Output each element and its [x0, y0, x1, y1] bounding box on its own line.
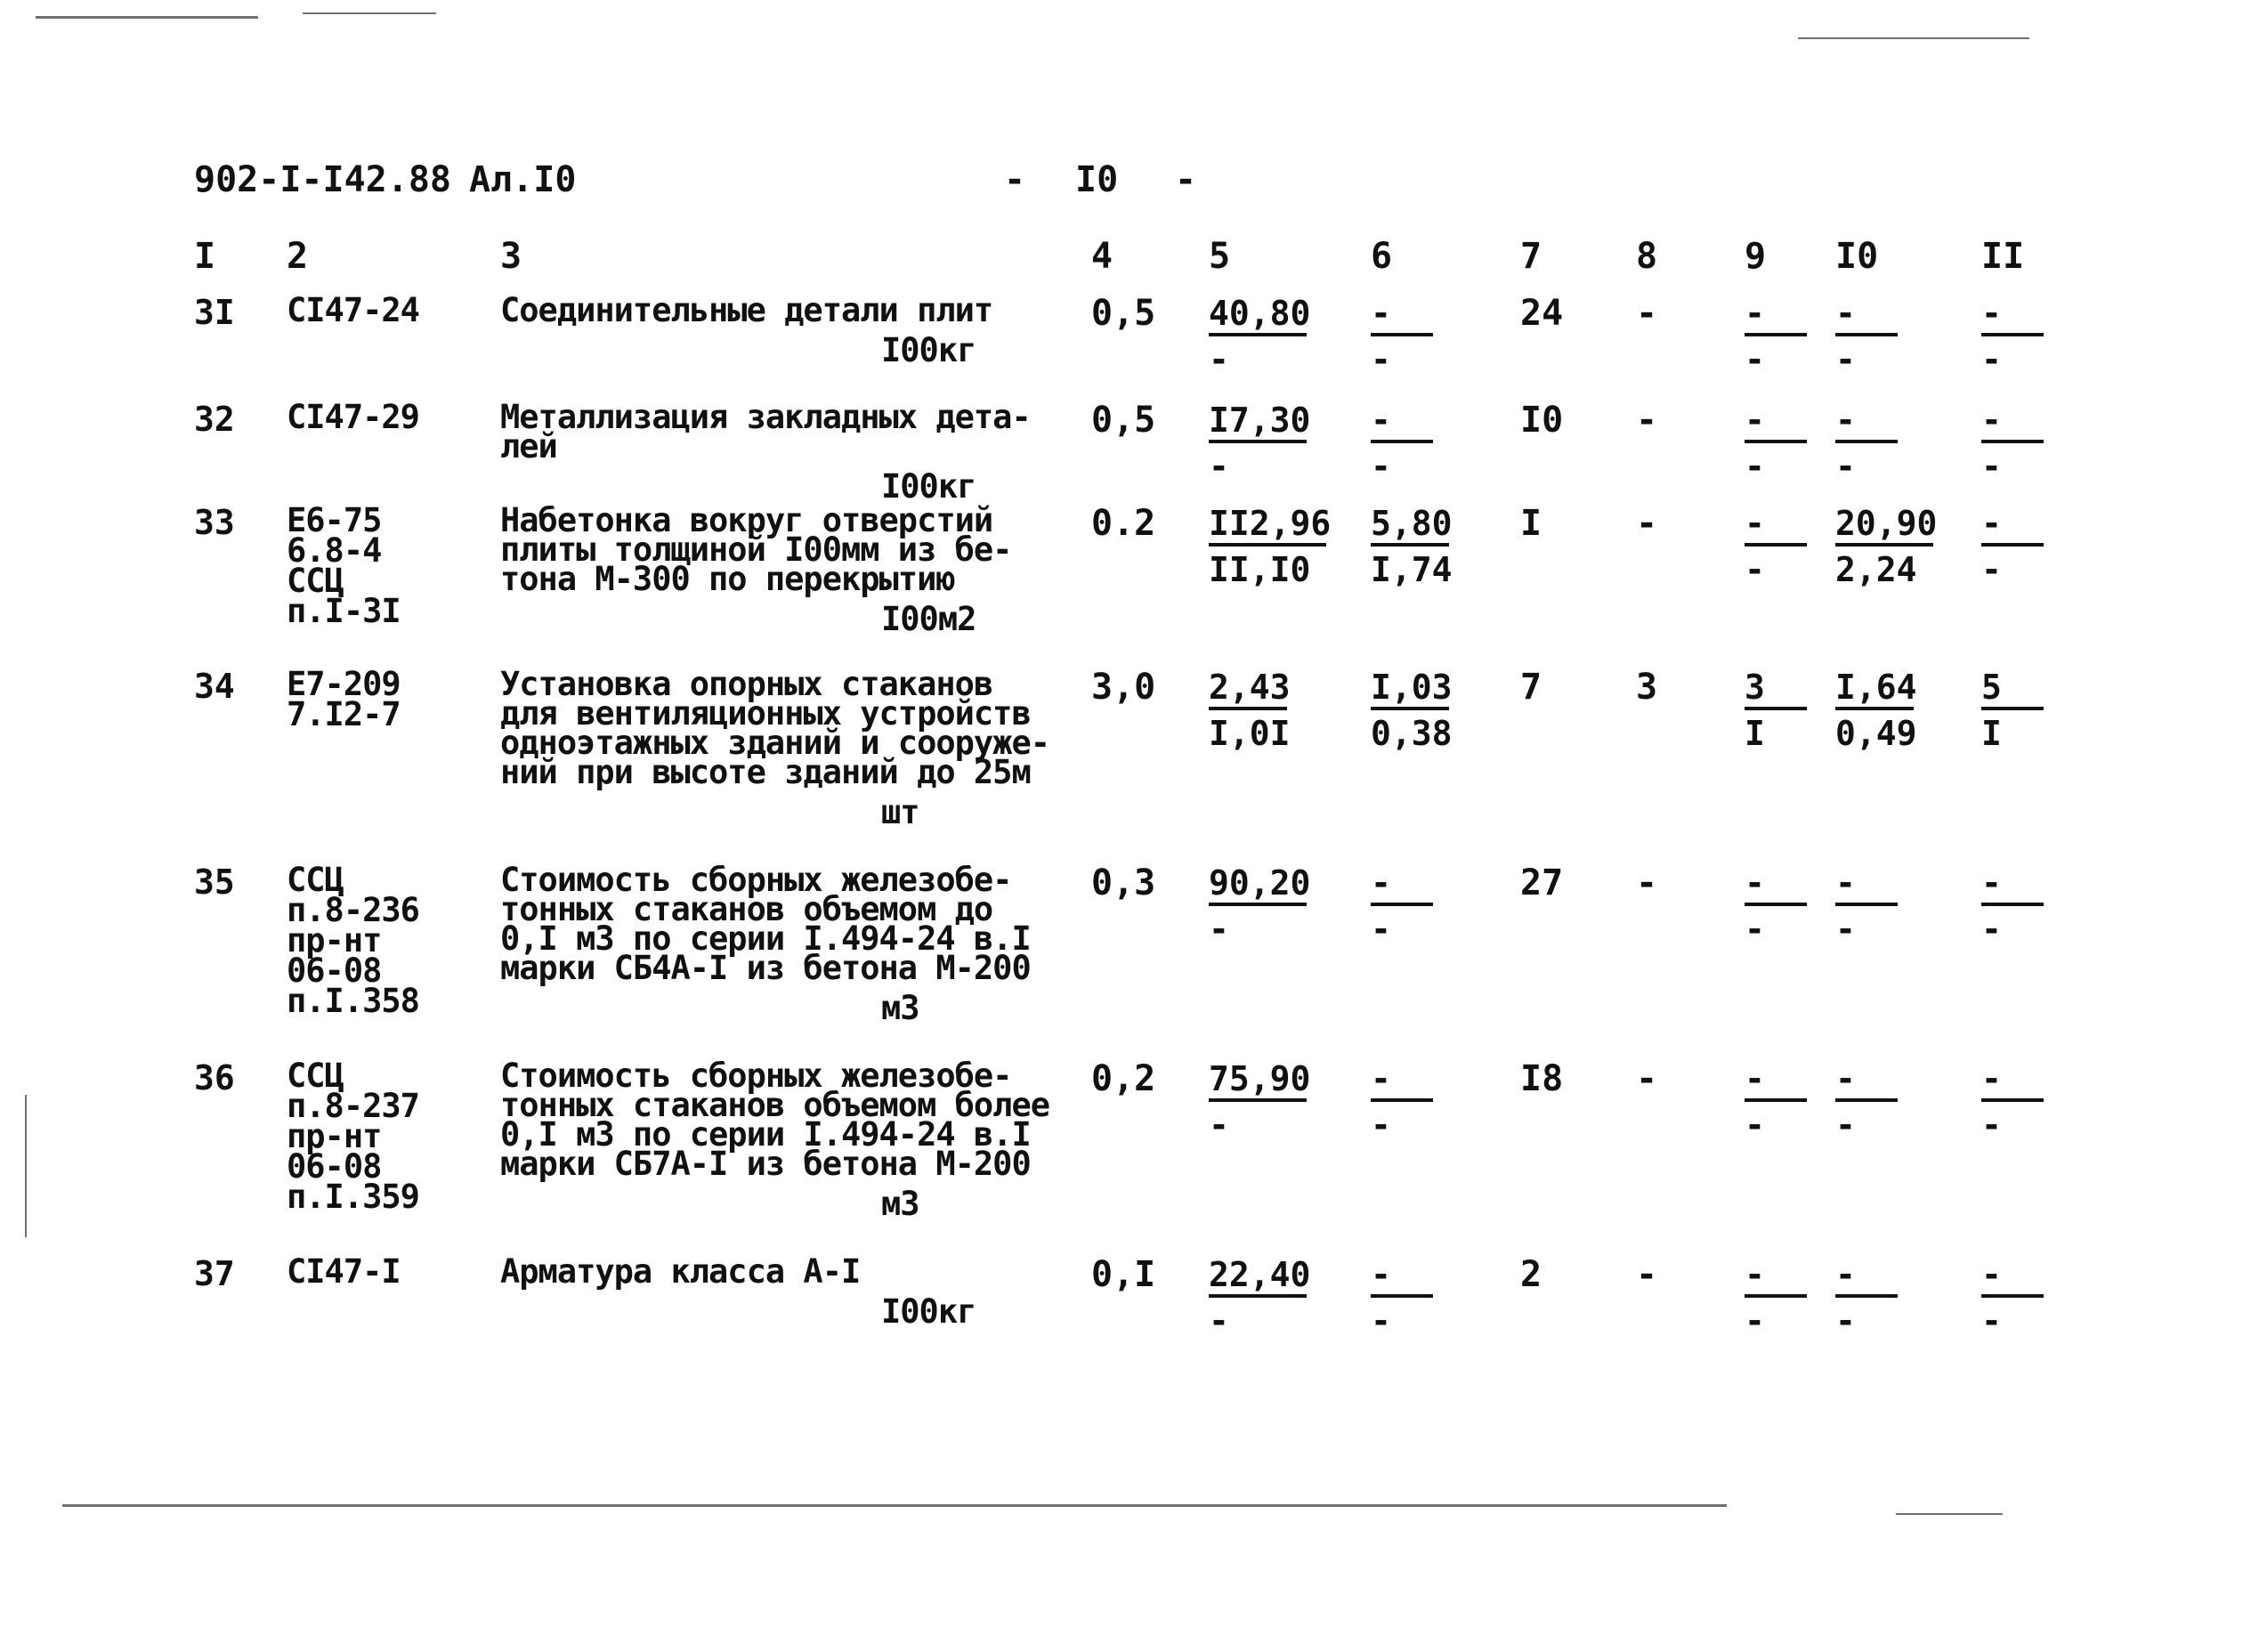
column-header-3: 3 [500, 236, 522, 277]
row-col10-top: I,64 [1835, 668, 1917, 707]
row-col8: - [1636, 1254, 1658, 1295]
row-number: 3I [194, 293, 235, 332]
row-col9-bottom: - [1745, 1105, 1765, 1145]
row-col10-bottom: - [1835, 447, 1856, 486]
row-cost-total [1209, 1061, 1310, 1143]
row-col9 [1745, 1061, 1807, 1143]
row-cost-wages-fraction-bar [1371, 1294, 1433, 1298]
row-description: Арматура класса А-I [500, 1252, 861, 1291]
row-cost-total-top: 90,20 [1209, 863, 1311, 903]
row-col7: 7 [1520, 667, 1543, 708]
row-col8: - [1636, 862, 1658, 903]
row-col9-top: - [1745, 1255, 1765, 1294]
row-cost-total [1209, 1257, 1310, 1339]
row-cost-wages-fraction-bar [1371, 440, 1433, 443]
row-col10 [1835, 1061, 1898, 1143]
row-col11 [1981, 402, 2044, 484]
row-cost-total-fraction-bar [1209, 543, 1326, 547]
row-number: 37 [194, 1254, 235, 1293]
column-header-5: 5 [1209, 236, 1231, 277]
row-unit: м3 [881, 989, 919, 1027]
row-col8: - [1636, 503, 1658, 544]
row-unit: шт [881, 793, 919, 831]
scan-line-top3 [1798, 37, 2029, 39]
row-col11-top: - [1981, 294, 2002, 333]
row-col11-bottom: - [1981, 340, 2002, 379]
row-col7: I8 [1520, 1058, 1564, 1099]
row-cost-wages-top: 5,80 [1371, 504, 1453, 543]
row-cost-total-fraction-bar [1209, 440, 1307, 443]
row-cost-total-top: 40,80 [1209, 294, 1311, 333]
row-col10-top: - [1835, 294, 1856, 333]
row-cost-wages [1371, 865, 1433, 947]
row-cost-wages [1371, 669, 1453, 751]
column-header-6: 6 [1371, 236, 1393, 277]
row-col10-bottom: 2,24 [1835, 550, 1917, 589]
row-number: 34 [194, 667, 235, 706]
row-col9-fraction-bar [1745, 333, 1807, 336]
row-cost-wages-top: - [1371, 1255, 1391, 1294]
row-description: Стоимость сборных железобе- тонных стаканов объемом более 0,I м3 по серии I.494-24 в.I марки СБ7А-I из бетона М-200 [500, 1057, 1050, 1183]
row-cost-total [1209, 506, 1331, 587]
row-cost-wages-fraction-bar [1371, 707, 1449, 710]
row-col11-fraction-bar [1981, 1098, 2044, 1102]
row-col9-fraction-bar [1745, 903, 1807, 906]
row-cost-total [1209, 402, 1310, 484]
scan-line-left [25, 1095, 27, 1237]
row-cost-wages-top: - [1371, 294, 1391, 333]
row-col11-fraction-bar [1981, 903, 2044, 906]
row-unit: I00кг [881, 1292, 976, 1331]
row-code: CI47-I [287, 1252, 401, 1291]
row-cost-total-bottom: II,I0 [1209, 550, 1311, 589]
row-col10 [1835, 506, 1937, 587]
row-quantity: 0,2 [1091, 1058, 1156, 1099]
row-cost-wages-top: - [1371, 401, 1391, 440]
row-quantity: 0.2 [1091, 503, 1156, 544]
row-col10-bottom: 0,49 [1835, 714, 1917, 753]
row-col8: - [1636, 293, 1658, 334]
row-cost-total-fraction-bar [1209, 903, 1307, 906]
scan-line-bottom [62, 1504, 1727, 1507]
row-cost-wages-bottom: - [1371, 910, 1391, 949]
page-dash-right: - [1175, 159, 1197, 200]
row-col9-fraction-bar [1745, 1098, 1807, 1102]
row-col11-bottom: - [1981, 910, 2002, 949]
row-col10-fraction-bar [1835, 903, 1898, 906]
column-header-7: 7 [1520, 236, 1543, 277]
row-unit: I00кг [881, 467, 976, 506]
row-cost-wages [1371, 296, 1433, 377]
page-number: I0 [1075, 159, 1119, 200]
row-cost-wages [1371, 402, 1433, 484]
row-cost-wages-bottom: 0,38 [1371, 714, 1453, 753]
row-cost-wages-bottom: - [1371, 447, 1391, 486]
row-col9-bottom: I [1745, 714, 1765, 753]
row-cost-wages-fraction-bar [1371, 1098, 1433, 1102]
scan-line-top [36, 16, 258, 19]
row-cost-total-top: 2,43 [1209, 668, 1291, 707]
sheet-label: Ал.I0 [469, 159, 577, 200]
row-col9-bottom: - [1745, 910, 1765, 949]
row-cost-total-bottom: - [1209, 1301, 1229, 1340]
row-cost-wages-top: - [1371, 863, 1391, 903]
column-header-2: 2 [287, 236, 309, 277]
row-number: 32 [194, 400, 235, 439]
scan-line-bottom2 [1896, 1513, 2003, 1515]
row-description: Металлизация закладных дета- лей [500, 398, 1031, 466]
row-number: 33 [194, 503, 235, 542]
row-col11 [1981, 296, 2044, 377]
row-col10-fraction-bar [1835, 1098, 1898, 1102]
row-col9-fraction-bar [1745, 543, 1807, 547]
row-col9-bottom: - [1745, 340, 1765, 379]
row-col9-top: 3 [1745, 668, 1765, 707]
row-col10-fraction-bar [1835, 707, 1914, 710]
row-col11-top: 5 [1981, 668, 2002, 707]
row-unit: м3 [881, 1185, 919, 1223]
row-col9 [1745, 506, 1807, 587]
row-cost-wages-fraction-bar [1371, 333, 1433, 336]
row-col11-bottom: - [1981, 550, 2002, 589]
row-quantity: 0,I [1091, 1254, 1156, 1295]
row-col10-top: - [1835, 1059, 1856, 1098]
row-cost-wages-bottom: - [1371, 340, 1391, 379]
row-cost-total-bottom: - [1209, 447, 1229, 486]
row-col11-fraction-bar [1981, 440, 2044, 443]
row-col11-fraction-bar [1981, 543, 2044, 547]
row-cost-total-top: 22,40 [1209, 1255, 1311, 1294]
row-col8: - [1636, 400, 1658, 441]
row-cost-total-top: II2,96 [1209, 504, 1332, 543]
row-col9-fraction-bar [1745, 1294, 1807, 1298]
row-code: ССЦ п.8-236 пр-нт 06-08 п.I.358 [287, 861, 419, 1020]
row-description: Набетонка вокруг отверстий плиты толщиной I00мм из бе- тона М-300 по перекрытию [500, 501, 1012, 598]
row-col11-top: - [1981, 863, 2002, 903]
row-col10-top: - [1835, 863, 1856, 903]
row-description: Стоимость сборных железобе- тонных стаканов объемом до 0,I м3 по серии I.494-24 в.I марки СБ4А-I из бетона М-200 [500, 861, 1031, 987]
column-header-10: I0 [1835, 236, 1879, 277]
row-col9-top: - [1745, 401, 1765, 440]
row-col11-bottom: - [1981, 447, 2002, 486]
row-quantity: 0,5 [1091, 293, 1156, 334]
row-cost-wages-bottom: I,74 [1371, 550, 1453, 589]
row-quantity: 3,0 [1091, 667, 1156, 708]
column-header-1: I [194, 236, 216, 277]
row-col9-bottom: - [1745, 1301, 1765, 1340]
row-col9-top: - [1745, 1059, 1765, 1098]
row-cost-wages-bottom: - [1371, 1301, 1391, 1340]
row-col10-fraction-bar [1835, 543, 1933, 547]
row-cost-total-fraction-bar [1209, 1294, 1307, 1298]
row-col9-bottom: - [1745, 447, 1765, 486]
row-col10-bottom: - [1835, 910, 1856, 949]
row-col7: 2 [1520, 1254, 1543, 1295]
column-header-4: 4 [1091, 236, 1113, 277]
row-cost-wages [1371, 1061, 1433, 1143]
row-col11-fraction-bar [1981, 333, 2044, 336]
row-col9-bottom: - [1745, 550, 1765, 589]
row-col11 [1981, 669, 2044, 751]
row-col11 [1981, 865, 2044, 947]
row-cost-wages [1371, 1257, 1433, 1339]
row-cost-total-bottom: - [1209, 910, 1229, 949]
row-cost-total-top: I7,30 [1209, 401, 1311, 440]
row-col9 [1745, 1257, 1807, 1339]
row-col10-bottom: - [1835, 340, 1856, 379]
row-col10-fraction-bar [1835, 1294, 1898, 1298]
row-cost-total [1209, 669, 1291, 751]
row-code: CI47-29 [287, 398, 419, 436]
row-col10 [1835, 1257, 1898, 1339]
row-col8: - [1636, 1058, 1658, 1099]
row-code: Е7-209 7.I2-7 [287, 665, 401, 733]
row-col10-fraction-bar [1835, 440, 1898, 443]
row-unit: I00м2 [881, 600, 976, 638]
row-col11-top: - [1981, 1255, 2002, 1294]
row-cost-total-fraction-bar [1209, 707, 1287, 710]
row-code: Е6-75 6.8-4 ССЦ п.I-3I [287, 501, 401, 630]
row-col10 [1835, 296, 1898, 377]
row-col10-bottom: - [1835, 1105, 1856, 1145]
row-col9-top: - [1745, 504, 1765, 543]
row-number: 35 [194, 862, 235, 902]
row-number: 36 [194, 1058, 235, 1097]
row-col10 [1835, 669, 1917, 751]
row-col11 [1981, 506, 2044, 587]
row-col9 [1745, 865, 1807, 947]
row-cost-wages [1371, 506, 1453, 587]
row-cost-total-fraction-bar [1209, 1098, 1307, 1102]
row-cost-total-bottom: I,0I [1209, 714, 1291, 753]
row-col9 [1745, 402, 1807, 484]
row-cost-wages-fraction-bar [1371, 543, 1449, 547]
row-col11-top: - [1981, 504, 2002, 543]
row-description: Соединительные детали плит [500, 291, 993, 329]
row-cost-total-top: 75,90 [1209, 1059, 1311, 1098]
row-col7: 24 [1520, 293, 1564, 334]
row-col9 [1745, 669, 1807, 751]
row-cost-wages-fraction-bar [1371, 903, 1433, 906]
row-cost-total [1209, 865, 1310, 947]
row-col11-top: - [1981, 1059, 2002, 1098]
row-description: Установка опорных стаканов для вентиляционных устройств одноэтажных зданий и сооруже- ний при высоте зданий до 25м [500, 665, 1050, 791]
column-header-11: II [1981, 236, 2025, 277]
column-header-8: 8 [1636, 236, 1658, 277]
row-col9-top: - [1745, 294, 1765, 333]
row-col7: 27 [1520, 862, 1564, 903]
row-col9-fraction-bar [1745, 707, 1807, 710]
row-cost-total [1209, 296, 1310, 377]
row-quantity: 0,5 [1091, 400, 1156, 441]
row-col9 [1745, 296, 1807, 377]
row-cost-total-bottom: - [1209, 340, 1229, 379]
row-cost-total-bottom: - [1209, 1105, 1229, 1145]
row-code: CI47-24 [287, 291, 419, 329]
row-cost-wages-bottom: - [1371, 1105, 1391, 1145]
doc-code: 902-I-I42.88 [194, 159, 451, 200]
row-col11-bottom: - [1981, 1105, 2002, 1145]
row-col10-top: - [1835, 401, 1856, 440]
row-code: ССЦ п.8-237 пр-нт 06-08 п.I.359 [287, 1057, 419, 1216]
row-col9-fraction-bar [1745, 440, 1807, 443]
row-col11-fraction-bar [1981, 707, 2044, 710]
row-col10-top: 20,90 [1835, 504, 1938, 543]
row-col11 [1981, 1257, 2044, 1339]
row-col10-bottom: - [1835, 1301, 1856, 1340]
row-col11-bottom: - [1981, 1301, 2002, 1340]
row-col7: I0 [1520, 400, 1564, 441]
row-col9-top: - [1745, 863, 1765, 903]
row-col10 [1835, 865, 1898, 947]
row-quantity: 0,3 [1091, 862, 1156, 903]
row-cost-wages-top: I,03 [1371, 668, 1453, 707]
row-col10 [1835, 402, 1898, 484]
row-col11-fraction-bar [1981, 1294, 2044, 1298]
row-col11-top: - [1981, 401, 2002, 440]
row-cost-wages-top: - [1371, 1059, 1391, 1098]
row-col11-bottom: I [1981, 714, 2002, 753]
row-col10-fraction-bar [1835, 333, 1898, 336]
row-col10-top: - [1835, 1255, 1856, 1294]
row-col11 [1981, 1061, 2044, 1143]
row-col7: I [1520, 503, 1543, 544]
column-header-9: 9 [1745, 236, 1767, 277]
row-col8: 3 [1636, 667, 1658, 708]
page-dash-left: - [1004, 159, 1026, 200]
row-unit: I00кг [881, 331, 976, 369]
scan-line-top2 [303, 12, 436, 14]
row-cost-total-fraction-bar [1209, 333, 1307, 336]
